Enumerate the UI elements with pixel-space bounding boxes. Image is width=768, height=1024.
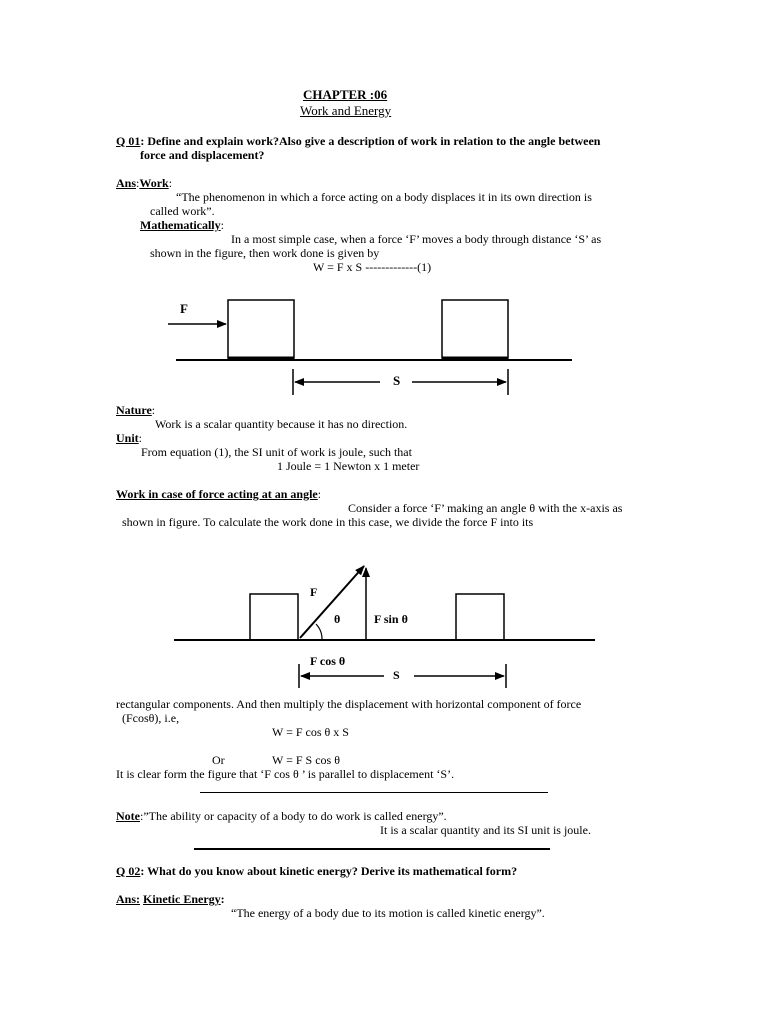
chapter-title: Work and Energy bbox=[300, 103, 392, 118]
mathematically-heading: Mathematically: bbox=[140, 218, 224, 232]
q1-question-text: : Define and explain work?Also give a description of work in relation to the angle between bbox=[140, 134, 601, 148]
q2-answer-heading bbox=[116, 892, 225, 906]
nature-label: Nature bbox=[116, 403, 152, 417]
figure2-vertical-label: F sin θ bbox=[374, 612, 408, 626]
q2-label: Q 02 bbox=[116, 864, 141, 878]
conclusion-text: It is clear form the figure that ‘F cos θ ’ is parallel to displacement ‘S’. bbox=[116, 767, 455, 781]
equation-b: W = F S cos θ bbox=[272, 753, 340, 767]
q2-question: : What do you know about kinetic energy? Derive its mathematical form? bbox=[140, 864, 518, 878]
ke-colon: : bbox=[220, 892, 225, 906]
figure1-distance-label: S bbox=[393, 373, 401, 388]
divider-2 bbox=[194, 848, 550, 850]
components-line1: rectangular components. And then multiply the displacement with horizontal component of force bbox=[116, 697, 582, 711]
ans-label: Ans bbox=[116, 176, 137, 190]
figure2-distance-label: S bbox=[393, 668, 400, 682]
note-label: Note bbox=[116, 809, 140, 823]
figure2-force-label: F bbox=[310, 585, 318, 599]
q1-label: Q 01 bbox=[116, 134, 141, 148]
block-2-initial bbox=[250, 594, 298, 640]
block-2-final bbox=[456, 594, 504, 640]
unit-heading: Unit: bbox=[116, 431, 143, 445]
divider-1 bbox=[200, 792, 548, 793]
angle-heading-label: Work in case of force acting at an angle bbox=[116, 487, 318, 501]
unit-line2: 1 Joule = 1 Newton x 1 meter bbox=[277, 459, 420, 473]
unit-line1: From equation (1), the SI unit of work is joule, such that bbox=[141, 445, 412, 459]
nature-text: Work is a scalar quantity because it has no direction. bbox=[155, 417, 408, 431]
block-initial bbox=[228, 300, 294, 358]
block-final bbox=[442, 300, 508, 358]
work-definition-line1: “The phenomenon in which a force acting on a body displaces it in its own direction is bbox=[176, 190, 592, 204]
q1-question-line2: force and displacement? bbox=[140, 148, 265, 162]
mathematically-label: Mathematically bbox=[140, 218, 221, 232]
work-definition-line2: called work”. bbox=[150, 204, 215, 218]
chapter-heading: CHAPTER :06 bbox=[303, 87, 388, 102]
figure2-angle-label: θ bbox=[334, 612, 341, 626]
equation-a: W = F cos θ x S bbox=[272, 725, 349, 739]
kinetic-energy-label: Kinetic Energy bbox=[143, 892, 221, 906]
nature-heading: Nature: bbox=[116, 403, 156, 417]
angle-heading: Work in case of force acting at an angle: bbox=[116, 487, 322, 501]
angle-arc bbox=[316, 624, 322, 640]
q1-answer-heading: Ans:Work: bbox=[116, 176, 173, 190]
force-arrow-angled bbox=[300, 566, 364, 638]
or-label: Or bbox=[212, 753, 225, 767]
equation-1: W = F x S -------------(1) bbox=[313, 260, 432, 274]
components-line2: (Fcosθ), i.e, bbox=[122, 711, 180, 725]
note-line1 bbox=[116, 809, 447, 823]
figure1-force-label: F bbox=[180, 301, 188, 316]
figure2-horizontal-label: F cos θ bbox=[310, 654, 346, 668]
math-line1: In a most simple case, when a force ‘F’ moves a body through distance ‘S’ as bbox=[231, 232, 602, 246]
work-label: Work bbox=[139, 176, 169, 190]
math-line2: shown in the figure, then work done is given by bbox=[150, 246, 380, 260]
unit-label: Unit bbox=[116, 431, 139, 445]
q2-ans-label: Ans: bbox=[116, 892, 141, 906]
q2-line bbox=[116, 864, 517, 878]
kinetic-energy-definition: “The energy of a body due to its motion is called kinetic energy”. bbox=[231, 906, 545, 920]
note-text: :”The ability or capacity of a body to do work is called energy”. bbox=[140, 809, 447, 823]
angle-line1: Consider a force ‘F’ making an angle θ with the x-axis as bbox=[348, 501, 623, 515]
note-line2: It is a scalar quantity and its SI unit is joule. bbox=[380, 823, 591, 837]
angle-line2: shown in figure. To calculate the work done in this case, we divide the force F into its bbox=[122, 515, 534, 529]
